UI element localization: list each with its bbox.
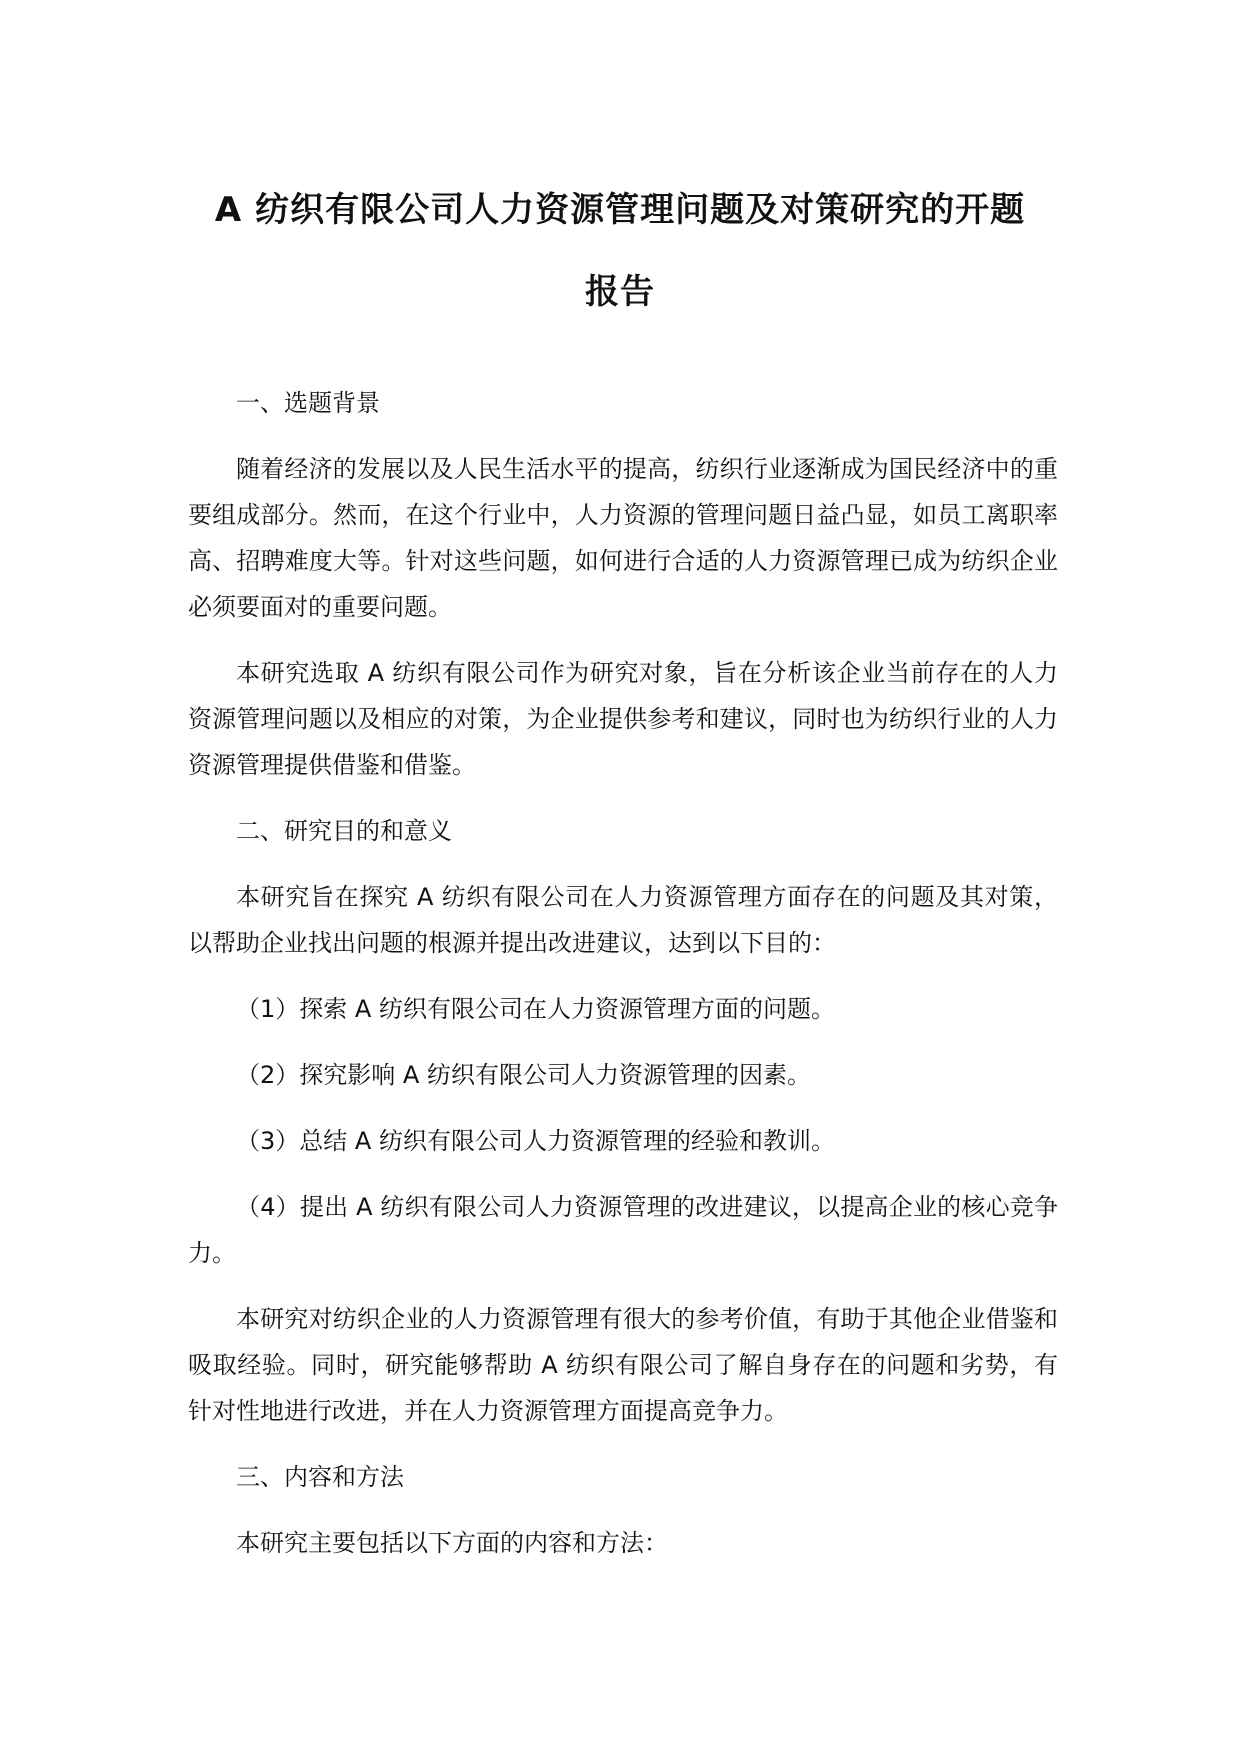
paragraph-purpose-2: 本研究对纺织企业的人力资源管理有很大的参考价值，有助于其他企业借鉴和吸取经验。同时，研究能够帮助 A 纺织有限公司了解自身存在的问题和劣势，有针对性地进行改进，并在人力资源管理方面提高竞争力。	[188, 1305, 1058, 1425]
paragraph-background-2: 本研究选取 A 纺织有限公司作为研究对象，旨在分析该企业当前存在的人力资源管理问题以及相应的对策，为企业提供参考和建议，同时也为纺织行业的人力资源管理提供借鉴和借鉴。	[188, 659, 1058, 779]
list-item-purpose-4: （4）提出 A 纺织有限公司人力资源管理的改进建议，以提高企业的核心竞争力。	[188, 1193, 1058, 1267]
paragraph-background-1: 随着经济的发展以及人民生活水平的提高，纺织行业逐渐成为国民经济中的重要组成部分。然而，在这个行业中，人力资源的管理问题日益凸显，如员工离职率高、招聘难度大等。针对这些问题，如何进行合适的人力资源管理已成为纺织企业必须要面对的重要问题。	[188, 455, 1058, 621]
document-title-line-2: 报告	[585, 272, 655, 312]
document-title-line-1: A 纺织有限公司人力资源管理问题及对策研究的开题	[214, 190, 1026, 230]
document-body	[188, 380, 1058, 1566]
section-heading-purpose: 二、研究目的和意义	[236, 817, 452, 845]
paragraph-purpose-1: 本研究旨在探究 A 纺织有限公司在人力资源管理方面存在的问题及其对策，以帮助企业找出问题的根源并提出改进建议，达到以下目的：	[188, 883, 1058, 957]
section-heading-content-method: 三、内容和方法	[236, 1463, 404, 1491]
list-item-purpose-3: （3）总结 A 纺织有限公司人力资源管理的经验和教训。	[236, 1127, 835, 1155]
list-item-purpose-1: （1）探索 A 纺织有限公司在人力资源管理方面的问题。	[236, 995, 835, 1023]
list-item-purpose-2: （2）探究影响 A 纺织有限公司人力资源管理的因素。	[236, 1061, 811, 1089]
section-heading-background: 一、选题背景	[236, 389, 380, 417]
paragraph-content-method-1: 本研究主要包括以下方面的内容和方法：	[236, 1529, 668, 1557]
